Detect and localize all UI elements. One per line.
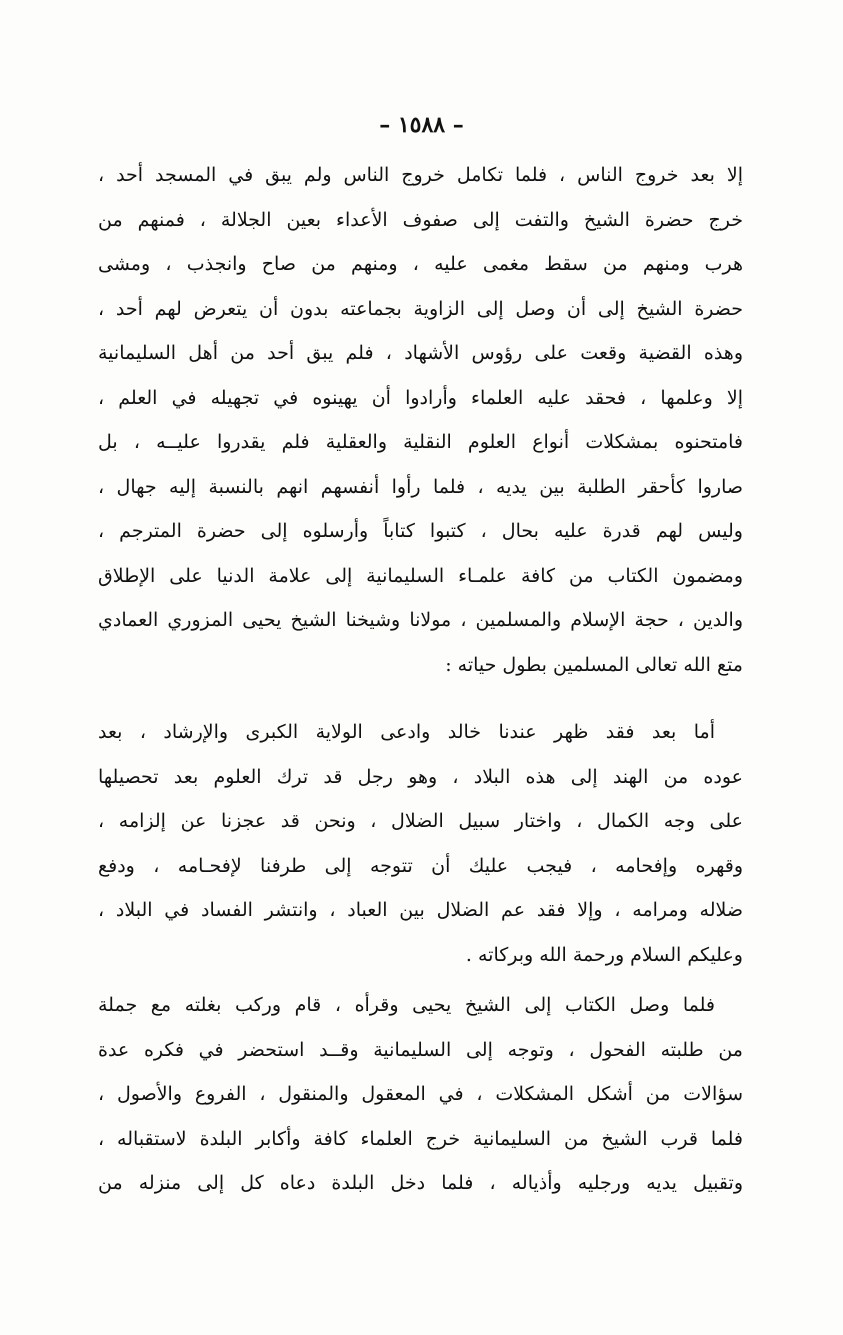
- text-line: ومضمون الكتاب من كافة علمـاء السليمانية إلى علامة الدنيا على الإطلاق: [98, 564, 743, 587]
- text-line: إلا وعلمها ، فحقد عليه العلماء وأرادوا أن يهينوه في تجهيله في العلم ،: [98, 386, 743, 409]
- text-line: خرج حضرة الشيخ والتفت إلى صفوف الأعداء بعين الجلالة ، فمنهم من: [98, 208, 743, 231]
- text-line: ضلاله ومرامه ، وإلا فقد عم الضلال بين العباد ، وانتشر الفساد في البلاد ،: [98, 899, 743, 921]
- text-line: سؤالات من أشكل المشكلات ، في المعقول والمنقول ، الفروع والأصول ،: [98, 1083, 743, 1105]
- text-line: فلما قرب الشيخ من السليمانية خرج العلماء كافة وأكابر البلدة لاستقباله ،: [98, 1127, 743, 1150]
- text-line: وقهره وإفحامه ، فيجب عليك أن تتوجه إلى طرفنا لإفحـامه ، ودفع: [98, 854, 743, 877]
- text-line: فلما وصل الكتاب إلى الشيخ يحيى وقرأه ، قام وركب بغلته مع جملة: [98, 994, 715, 1016]
- text-line: وهذه القضية وقعت على رؤوس الأشهاد ، فلم يبق أحد من أهل السليمانية: [98, 342, 743, 364]
- text-line: إلا بعد خروج الناس ، فلما تكامل خروج الناس ولم يبق في المسجد أحد ،: [98, 164, 743, 186]
- text-line: هرب ومنهم من سقط مغمى عليه ، ومنهم من صاح وانجذب ، ومشى: [98, 253, 743, 275]
- paragraph-1: [98, 153, 743, 687]
- text-line: وتقبيل يديه ورجليه وأذياله ، فلما دخل البلدة دعاه كل إلى منزله من: [98, 1172, 743, 1194]
- text-line: عوده من الهند إلى هذه البلاد ، وهو رجل قد ترك العلوم بعد تحصيلها: [98, 765, 743, 788]
- paragraph-2-letter: [98, 710, 743, 977]
- text-line: والدين ، حجة الإسلام والمسلمين ، مولانا وشيخنا الشيخ يحيى المزوري العمادي: [98, 609, 743, 631]
- text-line: حضرة الشيخ إلى أن وصل إلى الزاوية بجماعته بدون أن يتعرض لهم أحد ،: [98, 297, 743, 320]
- paragraph-3: [98, 983, 743, 1206]
- text-line: من طلبته الفحول ، وتوجه إلى السليمانية وقــد استحضر في فكره عدة: [98, 1038, 743, 1061]
- text-line: متع الله تعالى المسلمين بطول حياته :: [445, 653, 743, 676]
- text-line: وليس لهم قدرة عليه بحال ، كتبوا كتاباً وأرسلوه إلى حضرة المترجم ،: [98, 520, 743, 542]
- text-line: فامتحنوه بمشكلات أنواع العلوم النقلية والعقلية فلم يقدروا عليــه ، بل: [98, 431, 743, 453]
- text-line: صاروا كأحقر الطلبة بين يديه ، فلما رأوا أنفسهم انهم بالنسبة إليه جهال ،: [98, 475, 743, 498]
- page-number: – ١٥٨٨ –: [379, 112, 464, 138]
- text-line: أما بعد فقد ظهر عندنا خالد وادعى الولاية الكبرى والإرشاد ، بعد: [98, 721, 715, 743]
- text-line: على وجه الكمال ، واختار سبيل الضلال ، ونحن قد عجزنا عن إلزامه ،: [98, 810, 743, 832]
- text-line: وعليكم السلام ورحمة الله وبركاته .: [465, 943, 743, 966]
